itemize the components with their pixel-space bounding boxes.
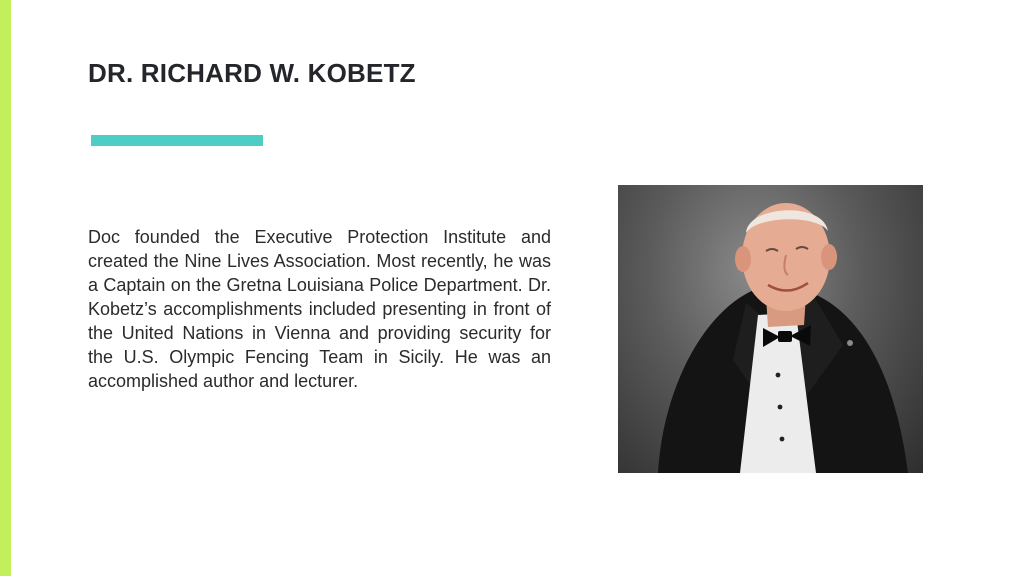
page-title: DR. RICHARD W. KOBETZ	[88, 58, 416, 88]
portrait-photo	[618, 185, 923, 473]
biography-text: Doc founded the Executive Protection Institute and created the Nine Lives Association. Most recently, he was a Captain on the Gretna Louisiana Police Department. Dr. Kobetz’s accomplishments included presenting in front of the United Nations in Vienna and providing security for the U.S. Olympic Fencing Team in Sicily. He was an accomplished author and lecturer.	[88, 227, 551, 391]
title-underline	[91, 135, 263, 146]
left-accent-bar	[0, 0, 11, 576]
